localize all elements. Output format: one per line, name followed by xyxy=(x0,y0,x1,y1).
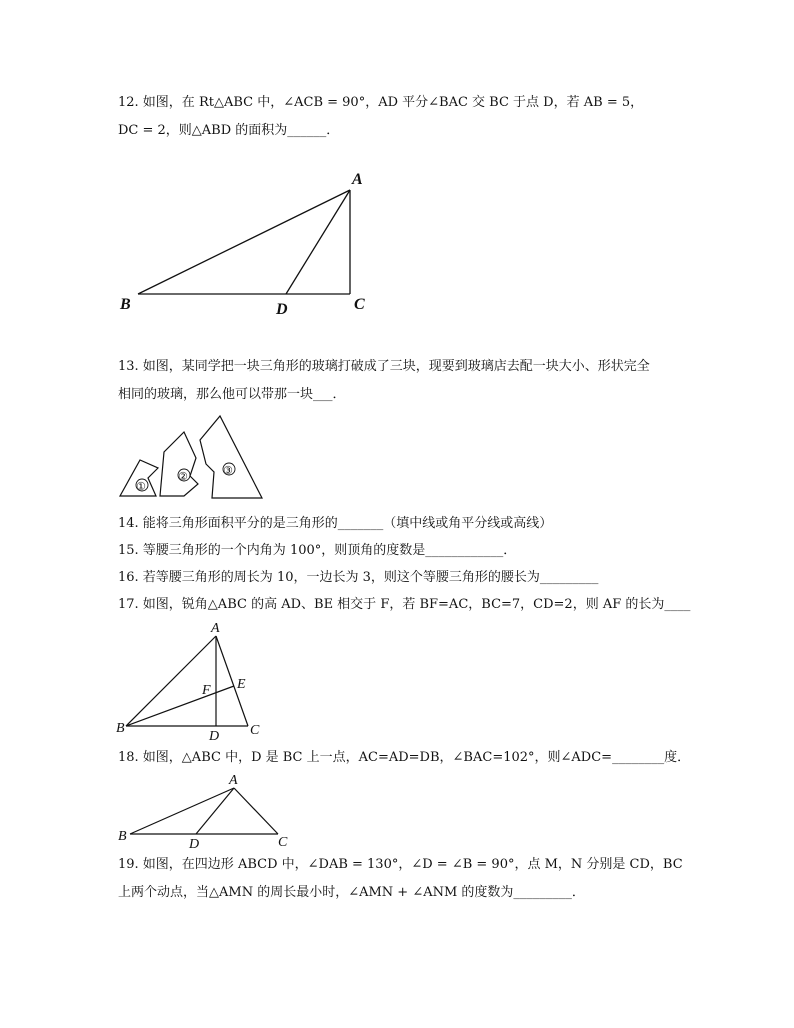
q12-label-a: A xyxy=(352,171,363,188)
q12-label-b: B xyxy=(120,296,131,313)
q12-label-c: C xyxy=(354,296,365,313)
q17-label-a: A xyxy=(211,621,220,636)
q12-text-line1: 12. 如图，在 Rt△ABC 中，∠ACB = 90°，AD 平分∠BAC 交 BC 于点 D，若 AB = 5， xyxy=(118,95,644,110)
q16-text: 16. 若等腰三角形的周长为 10，一边长为 3，则这个等腰三角形的腰长为_________ xyxy=(118,570,599,585)
q17-label-d: D xyxy=(209,729,220,744)
piece-3-label: ③ xyxy=(223,464,233,477)
q13-glass-pieces-figure xyxy=(114,412,274,504)
q18-label-b: B xyxy=(118,829,127,844)
q18-text: 18. 如图，△ABC 中，D 是 BC 上一点，AC=AD=DB，∠BAC=102°，则∠ADC=________度． xyxy=(118,750,691,765)
piece-2-label: ② xyxy=(178,470,188,483)
q18-label-a: A xyxy=(229,773,238,788)
q18-label-d: D xyxy=(189,837,200,850)
q19-text-line2: 上两个动点，当△AMN 的周长最小时，∠AMN + ∠ANM 的度数为_________． xyxy=(118,885,585,900)
glass-piece-3 xyxy=(200,416,262,498)
q15-text: 15. 等腰三角形的一个内角为 100°，则顶角的度数是____________． xyxy=(118,543,517,558)
q14-text: 14. 能将三角形面积平分的是三角形的_______（填中线或角平分线或高线） xyxy=(118,516,553,531)
q18-label-c: C xyxy=(278,835,288,850)
q17-label-e: E xyxy=(237,677,246,692)
q12-text-line2: DC = 2，则△ABD 的面积为______． xyxy=(118,123,340,138)
q17-text: 17. 如图，锐角△ABC 的高 AD、BE 相交于 F，若 BF=AC，BC=7，CD=2，则 AF 的长为____ xyxy=(118,597,691,612)
q13-text-line2: 相同的玻璃，那么他可以带那一块___． xyxy=(118,387,346,402)
q13-text-line1: 13. 如图，某同学把一块三角形的玻璃打破成了三块，现要到玻璃店去配一块大小、形状完全 xyxy=(118,359,650,374)
q12-label-d: D xyxy=(276,301,288,318)
q18-triangle-figure xyxy=(110,770,300,850)
q17-label-b: B xyxy=(116,721,125,736)
q17-label-c: C xyxy=(250,723,260,738)
q19-text-line1: 19. 如图，在四边形 ABCD 中，∠DAB = 130°，∠D = ∠B = 90°，点 M，N 分别是 CD，BC xyxy=(118,857,683,872)
piece-1-label: ① xyxy=(136,480,146,493)
glass-piece-2 xyxy=(160,432,198,496)
q12-triangle-figure xyxy=(110,168,390,320)
q17-triangle-figure xyxy=(110,620,280,744)
q17-label-f: F xyxy=(202,683,211,698)
